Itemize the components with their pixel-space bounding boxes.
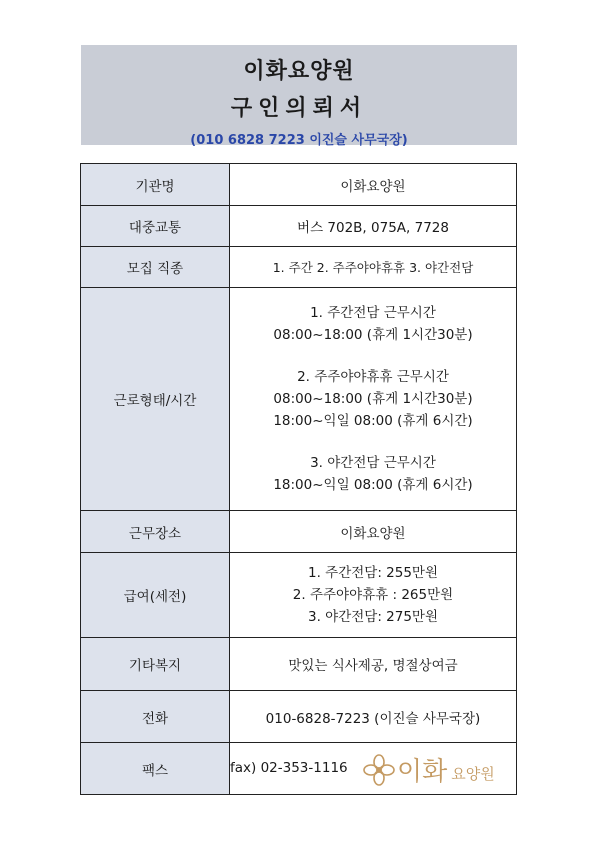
value-hours xyxy=(230,288,517,511)
value-workplace: 이화요양원 xyxy=(230,511,517,553)
night-shift-title: 3. 야간전담 근무시간 xyxy=(310,455,436,471)
logo-name: 이화 xyxy=(397,757,448,787)
row-hours xyxy=(81,288,517,511)
label-workplace: 근무장소 xyxy=(81,511,230,553)
row-fax xyxy=(81,743,517,795)
row-transport xyxy=(81,206,517,247)
document-subtitle: 구인의뢰서 xyxy=(230,96,368,121)
contact-line: (010 6828 7223 이진슬 사무국장) xyxy=(190,133,408,148)
salary-night: 3. 야간전담: 275만원 xyxy=(307,609,439,625)
label-phone: 전화 xyxy=(81,691,230,743)
label-hours: 근로형태/시간 xyxy=(81,288,230,511)
label-benefits: 기타복지 xyxy=(81,638,230,691)
label-salary: 급여(세전) xyxy=(81,553,230,638)
day-shift-title: 1. 주간전담 근무시간 xyxy=(310,305,436,321)
label-institution: 기관명 xyxy=(81,164,230,206)
label-transport: 대중교통 xyxy=(81,206,230,247)
row-positions xyxy=(81,247,517,288)
row-salary xyxy=(81,553,517,638)
value-transport: 버스 702B, 075A, 7728 xyxy=(230,206,517,247)
fax-number: fax) 02-353-1116 xyxy=(230,760,348,776)
night-shift-time: 18:00~익일 08:00 (휴게 6시간) xyxy=(273,477,473,493)
day-shift-time: 08:00~18:00 (휴게 1시간30분) xyxy=(273,327,473,343)
row-phone xyxy=(81,691,517,743)
value-phone: 010-6828-7223 (이진슬 사무국장) xyxy=(230,691,517,743)
document-title: 이화요양원 xyxy=(243,59,355,84)
value-fax-cell xyxy=(230,743,517,795)
row-institution xyxy=(81,164,517,206)
logo-suffix: 요양원 xyxy=(451,765,495,783)
rotation-shift-time-night: 18:00~익일 08:00 (휴게 6시간) xyxy=(273,413,473,429)
row-workplace xyxy=(81,511,517,553)
value-salary xyxy=(230,553,517,638)
row-benefits xyxy=(81,638,517,691)
label-positions: 모집 직종 xyxy=(81,247,230,288)
salary-day: 1. 주간전담: 255만원 xyxy=(307,565,439,581)
rotation-shift-title: 2. 주주야야휴휴 근무시간 xyxy=(297,369,449,385)
rotation-shift-time-day: 08:00~18:00 (휴게 1시간30분) xyxy=(273,391,473,407)
iwha-logo xyxy=(363,751,495,788)
job-info-table xyxy=(80,163,517,795)
title-banner xyxy=(81,45,517,148)
salary-rotation: 2. 주주야야휴휴 : 265만원 xyxy=(292,587,454,603)
flower-logo-icon xyxy=(363,754,395,786)
value-institution: 이화요양원 xyxy=(230,164,517,206)
label-fax: 팩스 xyxy=(81,743,230,795)
value-positions: 1. 주간 2. 주주야야휴휴 3. 야간전담 xyxy=(230,247,517,288)
value-benefits: 맛있는 식사제공, 명절상여금 xyxy=(230,638,517,691)
